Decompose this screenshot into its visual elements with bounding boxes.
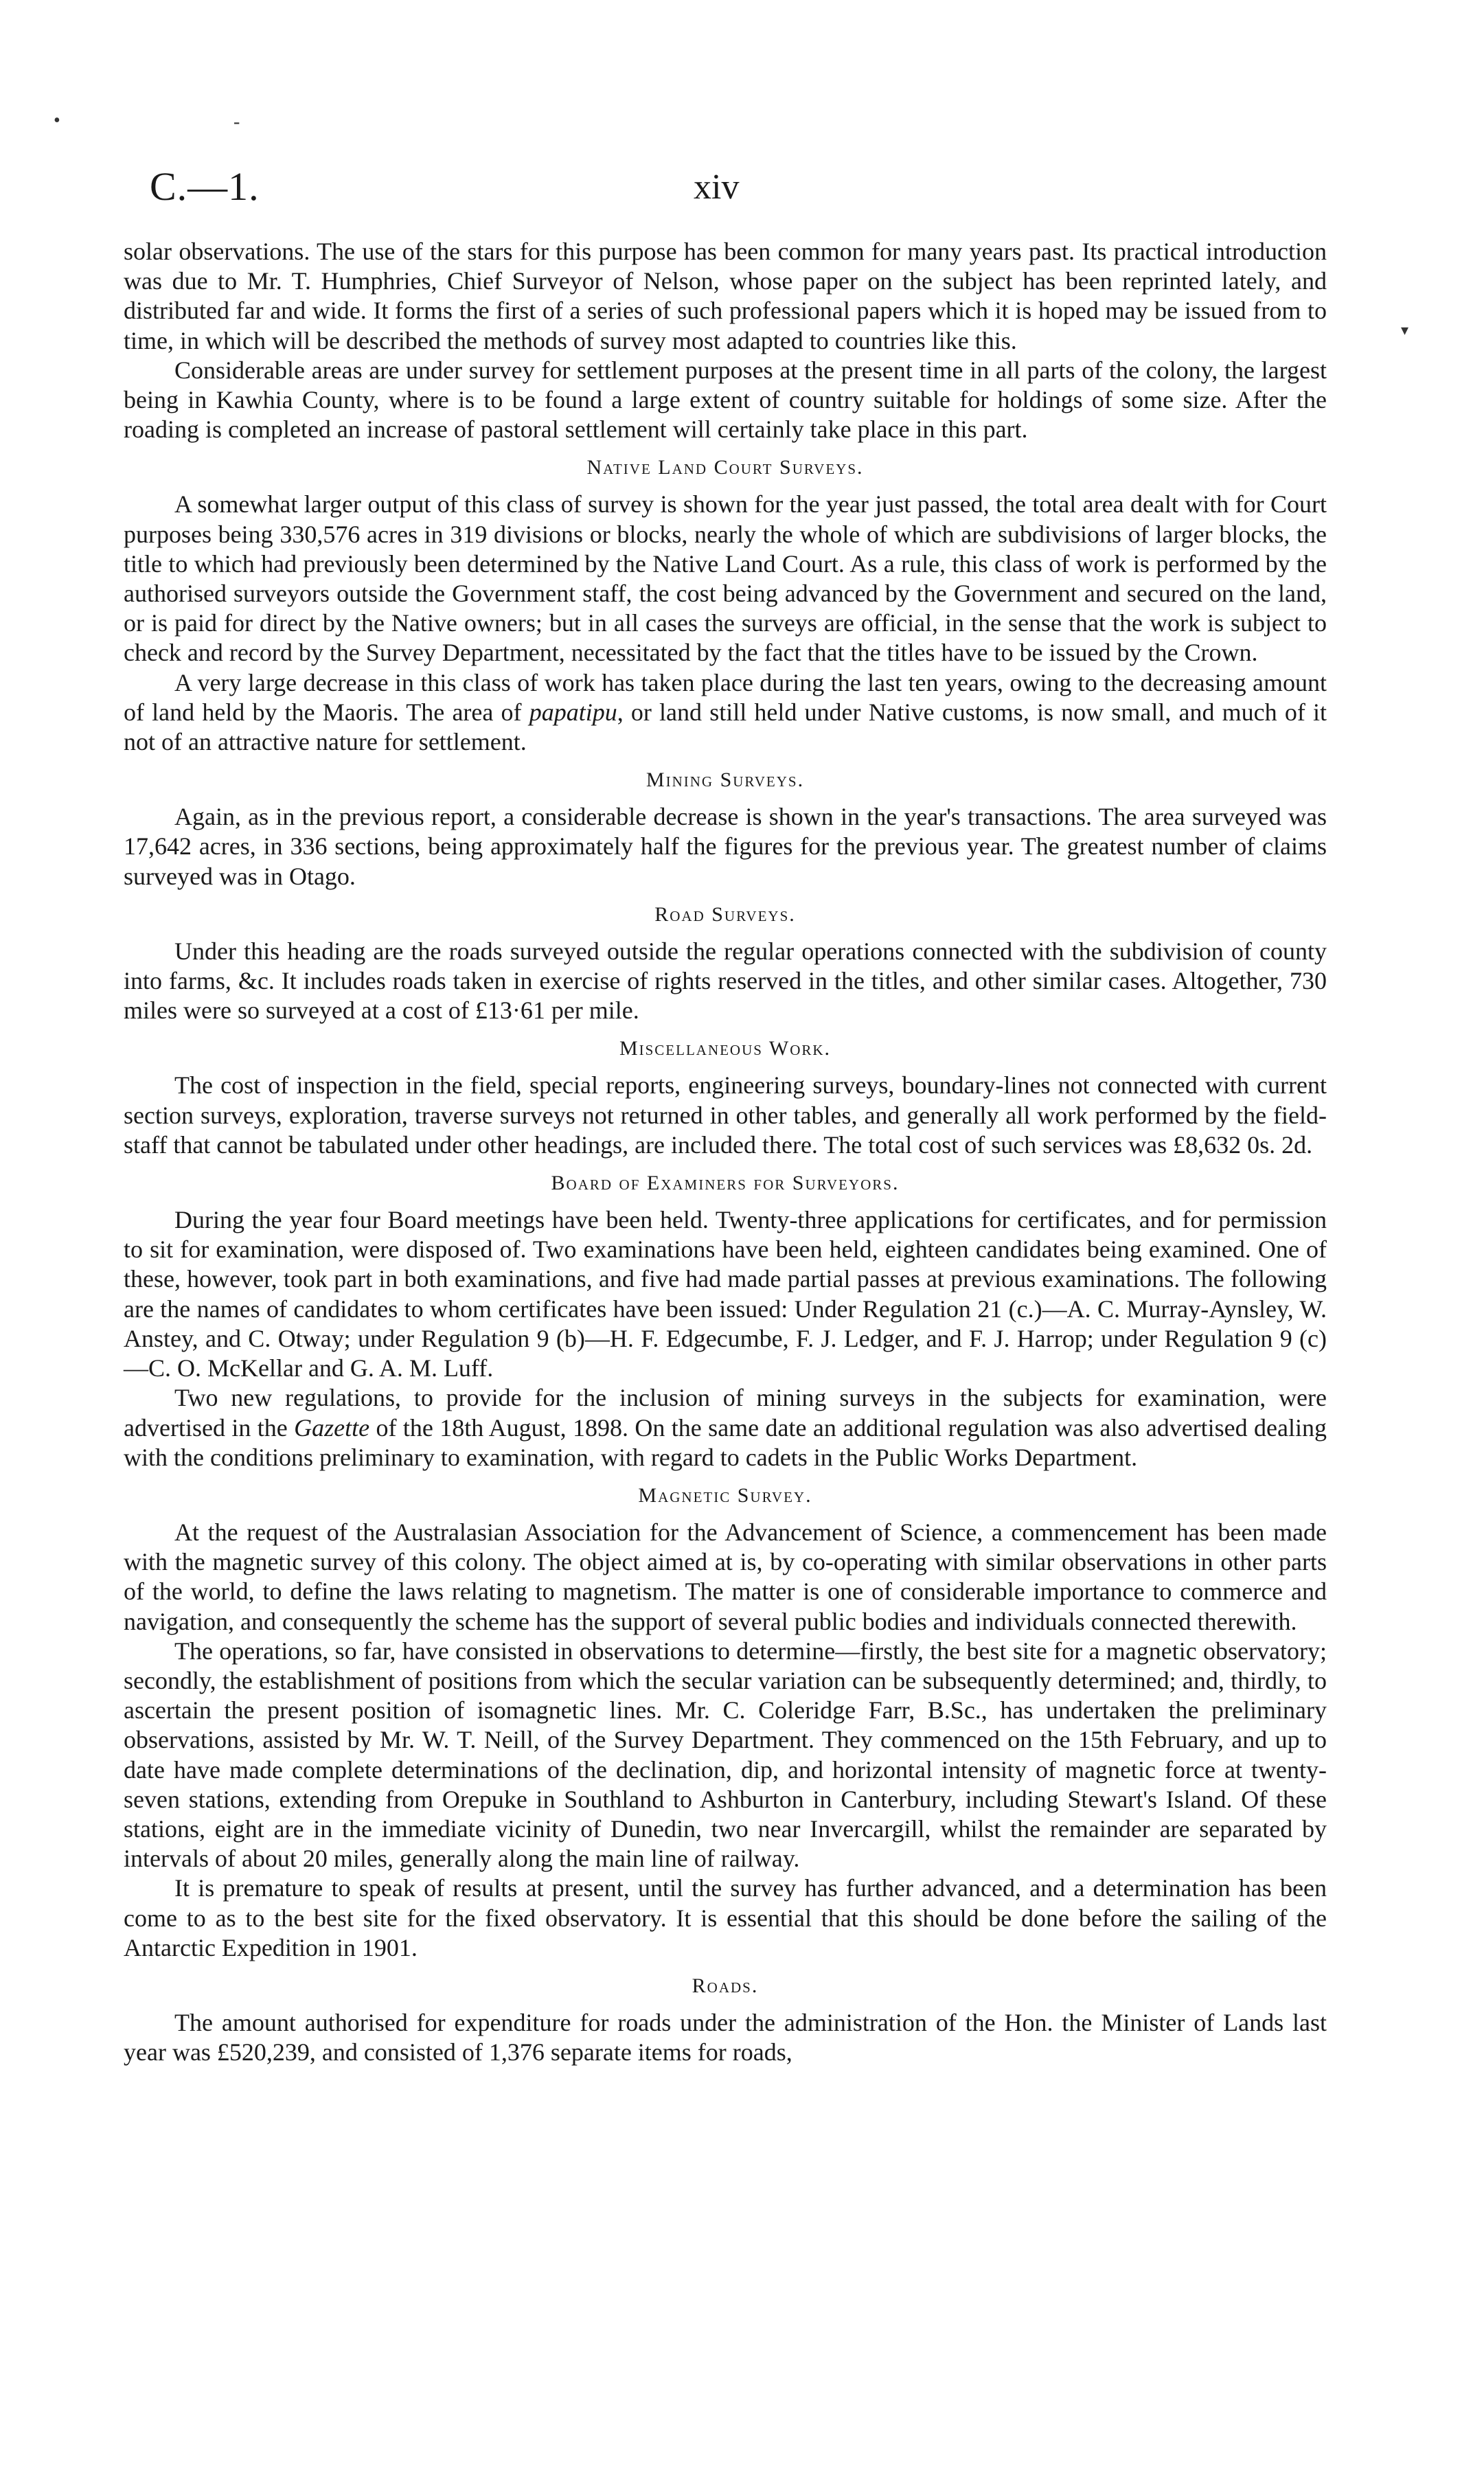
board-text-b: of the 18th August, 1898. On the same date an additional regulation was also advertised dealing with the conditions preliminary to examination, with regard to cadets in the Public Works Department. bbox=[124, 1413, 1327, 1471]
native-land-paragraph-1: A somewhat larger output of this class of survey is shown for the year just passed, the total area dealt with for Court purposes being 330,576 acres in 319 divisions or blocks, nearly the whole of which are subdivisions of larger blocks, the title to which had previously been determined by the Native Land Court. As a rule, this class of work is performed by the authorised surveyors outside the Government staff, the cost being advanced by the Government and secured on the land, or is paid for direct by the Native owners; but in all cases the surveys are official, in the sense that the work is subject to check and record by the Survey Department, necessitated by the fact that the titles have to be issued by the Crown. bbox=[124, 490, 1327, 667]
margin-arrow: ▾ bbox=[1401, 321, 1409, 339]
section-heading-mining: Mining Surveys. bbox=[646, 768, 805, 792]
page-number: xiv bbox=[694, 168, 740, 207]
gazette-title: Gazette bbox=[294, 1413, 370, 1442]
native-land-text-b: , or land still held under Native customs, is now small, and much of it not of an attractive nature for settlement. bbox=[124, 698, 1327, 756]
document-reference: C.—1. bbox=[150, 164, 260, 209]
magnetic-paragraph-3: It is premature to speak of results at present, until the survey has further advanced, and a determination has been come to as to the best site for the fixed observatory. It is essential that this should be done before the sailing of the Antarctic Expedition in 1901. bbox=[124, 1874, 1327, 1961]
margin-tick: ‑ bbox=[233, 111, 240, 133]
section-heading-roads: Roads. bbox=[692, 1974, 759, 1997]
misc-paragraph-1: The cost of inspection in the field, special reports, engineering surveys, boundary-lines not connected with current section surveys, exploration, traverse surveys not returned in other tables, and generally all work performed by the field-staff that cannot be tabulated under other headings, are included there. The total cost of such services was £8,632 0s. 2d. bbox=[124, 1071, 1327, 1159]
board-text-a: Two new regulations, to provide for the inclusion of mining surveys in the subjects for examination, were advertised in the bbox=[124, 1384, 1327, 1442]
section-heading-miscellaneous: Miscellaneous Work. bbox=[619, 1037, 832, 1060]
intro-paragraph-1: solar observations. The use of the stars for this purpose has been common for many years past. Its practical introduction was due to Mr. T. Humphries, Chief Surveyor of Nelson, whose paper on the subject has been reprinted lately, and distributed far and wide. It forms the first of a series of such professional papers which it is hoped may be issued from to time, in which will be described the methods of survey most adapted to countries like this. bbox=[124, 238, 1327, 354]
section-heading-native-land-court: Native Land Court Surveys. bbox=[586, 456, 864, 479]
margin-dot: • bbox=[54, 110, 60, 131]
magnetic-paragraph-1: At the request of the Australasian Association for the Advancement of Science, a commencement has been made with the magnetic survey of this colony. The object aimed at is, by co-operating with similar observations in other parts of the world, to define the laws relating to magnetism. The matter is one of considerable importance to commerce and navigation, and consequently the scheme has the support of several public bodies and individuals connected therewith. bbox=[124, 1518, 1327, 1635]
section-heading-road-surveys: Road Surveys. bbox=[654, 902, 796, 926]
intro-paragraph-2: Considerable areas are under survey for settlement purposes at the present time in all parts of the colony, the largest being in Kawhia County, where is to be found a large extent of country suitable for holdings of some size. After the roading is completed an increase of pastoral settlement will certainly take place in this part. bbox=[124, 356, 1327, 444]
page-content bbox=[124, 237, 1327, 2067]
board-paragraph-2 bbox=[124, 1383, 1327, 1472]
roads-paragraph-1: The amount authorised for expenditure for roads under the administration of the Hon. the Minister of Lands last year was £520,239, and consisted of 1,376 separate items for roads, bbox=[124, 2008, 1327, 2067]
section-heading-board-of-examiners: Board of Examiners for Surveyors. bbox=[551, 1172, 900, 1195]
section-heading-magnetic-survey: Magnetic Survey. bbox=[638, 1483, 812, 1507]
papatipu-term: papatipu bbox=[529, 698, 617, 726]
native-land-text-a: A very large decrease in this class of work has taken place during the last ten years, owing to the decreasing amount of land held by the Maoris. The area of bbox=[124, 668, 1327, 726]
magnetic-paragraph-2: The operations, so far, have consisted in observations to determine—firstly, the best site for a magnetic observatory; secondly, the establishment of positions from which the secular variation can be subsequently determined; and, thirdly, to ascertain the present position of isomagnetic lines. Mr. C. Coleridge Farr, B.Sc., has undertaken the preliminary observations, assisted by Mr. W. T. Neill, of the Survey Department. They commenced on the 15th February, and up to date have made complete determinations of the declination, dip, and horizontal intensity of magnetic force at twenty-seven stations, extending from Orepuke in Southland to Ashburton in Canterbury, including Stewart's Island. Of these stations, eight are in the immediate vicinity of Dunedin, two near Invercargill, whilst the remainder are separated by intervals of about 20 miles, generally along the main line of railway. bbox=[124, 1637, 1327, 1873]
road-surveys-paragraph-1: Under this heading are the roads surveyed outside the regular operations connected with the subdivision of county into farms, &c. It includes roads taken in exercise of rights reserved in the titles, and other similar cases. Altogether, 730 miles were so surveyed at a cost of £13·61 per mile. bbox=[124, 937, 1327, 1025]
board-paragraph-1: During the year four Board meetings have been held. Twenty-three applications for certificates, and for permission to sit for examination, were disposed of. Two examinations have been held, eighteen candidates being examined. One of these, however, took part in both examinations, and five had made partial passes at previous examinations. The following are the names of candidates to whom certificates have been issued: Under Regulation 21 (c.)—A. C. Murray-Aynsley, W. Anstey, and C. Otway; under Regulation 9 (b)—H. F. Edgecumbe, F. J. Ledger, and F. J. Harrop; under Regulation 9 (c)—C. O. McKellar and G. A. M. Luff. bbox=[124, 1206, 1327, 1382]
mining-paragraph-1: Again, as in the previous report, a considerable decrease is shown in the year's transactions. The area surveyed was 17,642 acres, in 336 sections, being approximately half the figures for the previous year. The greatest number of claims surveyed was in Otago. bbox=[124, 803, 1327, 890]
native-land-paragraph-2 bbox=[124, 668, 1327, 758]
